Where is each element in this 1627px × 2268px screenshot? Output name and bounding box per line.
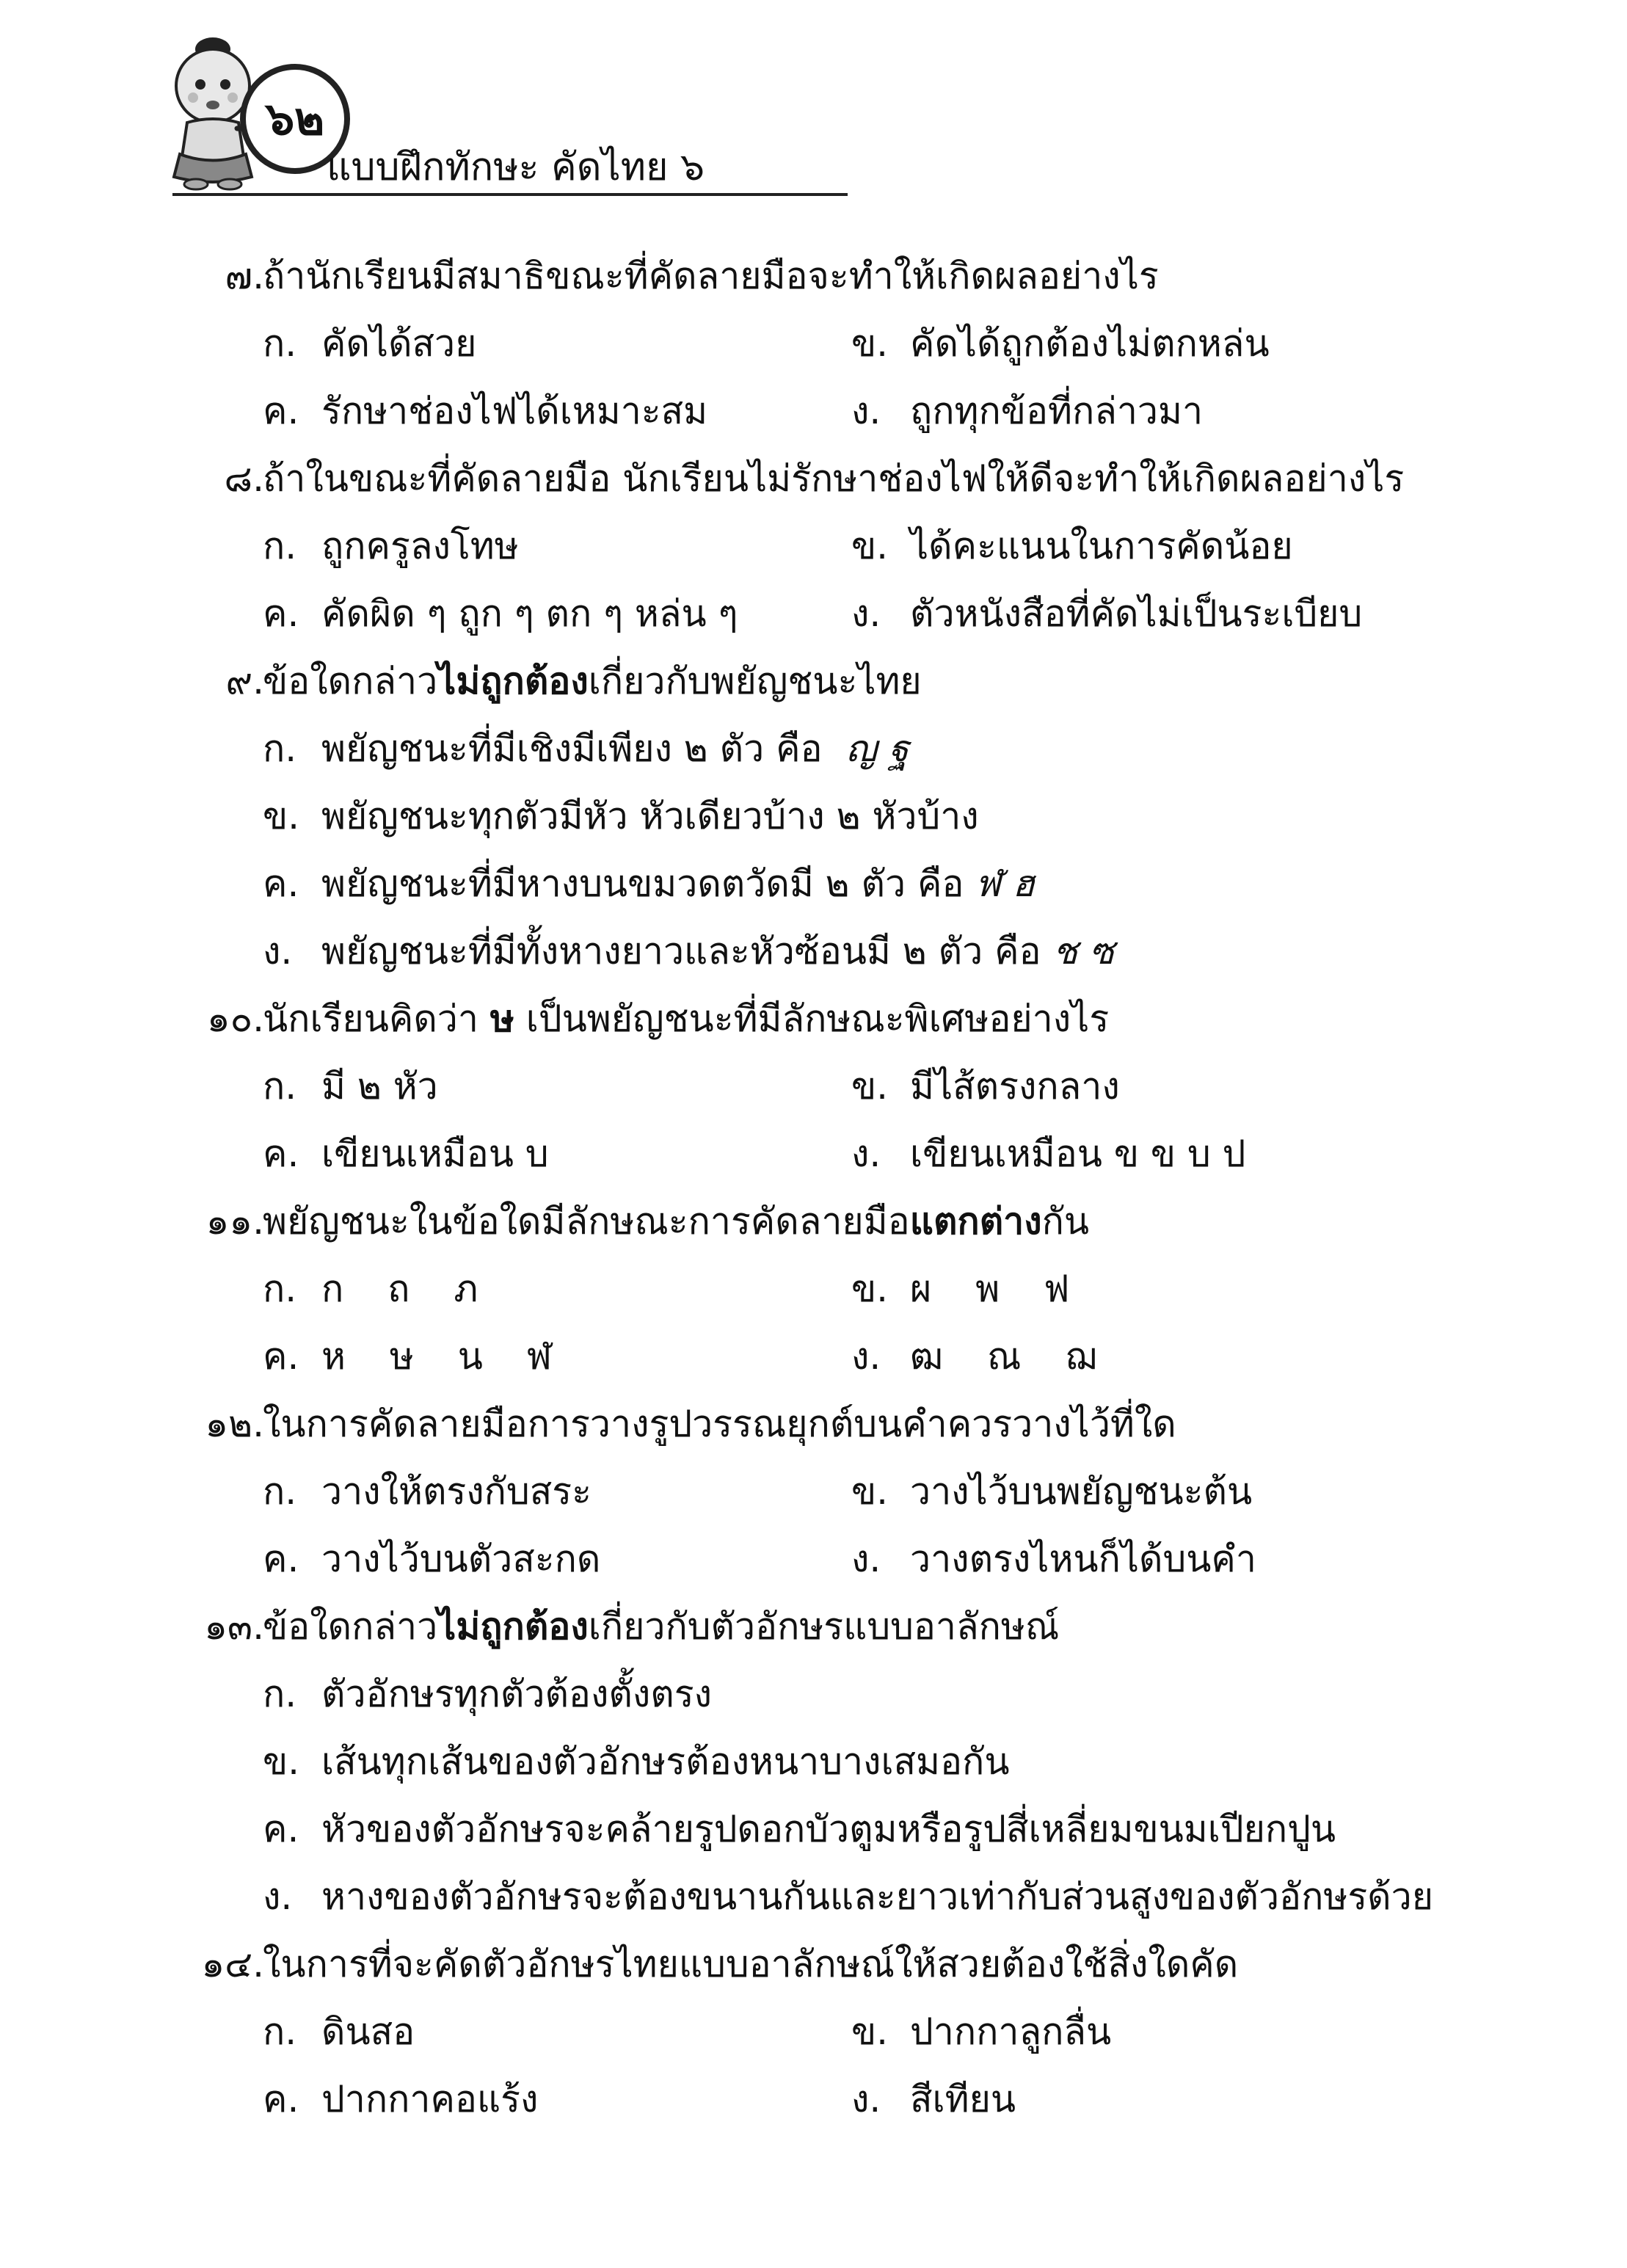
- option-label: ค.: [263, 1538, 299, 1580]
- option-label: ก.: [263, 1268, 297, 1310]
- option-label: ก.: [263, 727, 297, 770]
- stem-text: พยัญชนะในข้อใดมีลักษณะการคัดลายมือ: [263, 1200, 910, 1243]
- page-header: [143, 33, 723, 195]
- option-c[interactable]: [263, 850, 1035, 917]
- option-a[interactable]: [263, 1998, 415, 2065]
- option-label: ก.: [263, 1470, 297, 1513]
- option-b[interactable]: [851, 1458, 1252, 1525]
- option-label: ค.: [263, 862, 299, 905]
- question-number: ๑๔.: [201, 1943, 264, 1985]
- question-stem: [263, 647, 922, 715]
- option-label: ข.: [263, 1740, 300, 1783]
- stem-text: เกี่ยวกับตัวอักษรแบบอาลักษณ์: [588, 1605, 1060, 1648]
- option-text: รักษาช่องไฟได้เหมาะสม: [321, 390, 708, 432]
- option-label: ง.: [851, 592, 881, 635]
- option-label: ค.: [263, 1335, 299, 1378]
- option-c[interactable]: [263, 1323, 568, 1390]
- option-letters: ฬ ฮ: [975, 862, 1035, 905]
- option-b[interactable]: [851, 1255, 1085, 1323]
- stem-emphasis: แตกต่าง: [909, 1200, 1042, 1243]
- option-text: เส้นทุกเส้นของตัวอักษรต้องหนาบางเสมอกัน: [321, 1740, 1010, 1783]
- option-label: ง.: [263, 1875, 293, 1918]
- option-text: ปากกาลูกลื่น: [910, 2010, 1112, 2053]
- option-text: สีเทียน: [910, 2078, 1016, 2120]
- question-13: [0, 1593, 1627, 1660]
- option-text: ตัวหนังสือที่คัดไม่เป็นระเบียบ: [910, 592, 1363, 635]
- question-number: ๗.: [225, 255, 264, 297]
- option-label: ง.: [851, 2078, 881, 2120]
- option-b[interactable]: [851, 1998, 1111, 2065]
- option-label: ก.: [263, 1673, 297, 1715]
- stem-text: นักเรียนคิดว่า: [263, 997, 478, 1040]
- option-a[interactable]: [263, 1053, 438, 1120]
- book-title: แบบฝึกทักษะ คัดไทย ๖: [327, 145, 705, 189]
- question-8: [0, 445, 1627, 512]
- stem-emphasis: ไม่ถูกต้อง: [437, 660, 589, 702]
- stem-text: ข้อใดกล่าว: [263, 660, 438, 702]
- page-number: ๖๒: [265, 92, 325, 145]
- question-number: ๑๒.: [205, 1403, 264, 1445]
- option-a[interactable]: [263, 715, 909, 782]
- option-text: ก ถ ภ: [321, 1268, 495, 1310]
- option-c[interactable]: [263, 580, 738, 647]
- question-stem: ถ้านักเรียนมีสมาธิขณะที่คัดลายมือจะทำให้เกิดผลอย่างไร: [263, 255, 1159, 297]
- option-label: ค.: [263, 390, 299, 432]
- option-c[interactable]: [263, 377, 707, 445]
- option-d[interactable]: [851, 1323, 1113, 1390]
- option-text: เขียนเหมือน ข ข บ ป: [910, 1133, 1246, 1175]
- option-text: ได้คะแนนในการคัดน้อย: [910, 525, 1293, 567]
- option-label: ก.: [263, 1065, 297, 1108]
- option-label: ง.: [851, 390, 881, 432]
- option-text: พยัญชนะที่มีทั้งหางยาวและหัวซ้อนมี ๒ ตัว คือ: [321, 930, 1041, 973]
- question-10: [0, 985, 1627, 1053]
- option-a[interactable]: [263, 1255, 494, 1323]
- option-label: ข.: [851, 1268, 889, 1310]
- option-a[interactable]: [263, 1458, 592, 1525]
- option-text: มีไส้ตรงกลาง: [910, 1065, 1120, 1108]
- option-letters: ช ซ: [1052, 930, 1115, 973]
- question-number: ๘.: [224, 457, 264, 500]
- option-d[interactable]: [263, 1863, 1433, 1930]
- option-text: มี ๒ หัว: [321, 1065, 438, 1108]
- option-label: ง.: [851, 1335, 881, 1378]
- option-letters: ญ ฐ: [845, 727, 909, 770]
- option-label: ง.: [851, 1133, 881, 1175]
- option-text: ห ษ น ฬ: [321, 1335, 568, 1378]
- option-a[interactable]: [263, 310, 476, 377]
- option-b[interactable]: [263, 782, 979, 850]
- option-d[interactable]: [851, 1525, 1256, 1593]
- option-text: ฒ ณ ฌ: [910, 1335, 1113, 1378]
- question-14: [0, 1930, 1627, 1998]
- option-label: ก.: [263, 525, 297, 567]
- option-text: วางตรงไหนก็ได้บนคำ: [910, 1538, 1256, 1580]
- option-label: ข.: [851, 1065, 889, 1108]
- option-label: ข.: [851, 322, 889, 365]
- option-label: ก.: [263, 2010, 297, 2053]
- option-text: พยัญชนะที่มีหางบนขมวดตวัดมี ๒ ตัว คือ: [321, 862, 964, 905]
- option-text: เขียนเหมือน บ: [321, 1133, 549, 1175]
- option-text: ปากกาคอแร้ง: [321, 2078, 539, 2120]
- question-number: ๑๐.: [206, 997, 264, 1040]
- option-label: ข.: [263, 795, 300, 837]
- option-label: ข.: [851, 2010, 889, 2053]
- option-b[interactable]: [851, 1053, 1120, 1120]
- option-d[interactable]: [851, 2065, 1016, 2133]
- option-label: ก.: [263, 322, 297, 365]
- option-text: คัดได้สวย: [321, 322, 477, 365]
- stem-emphasis: ไม่ถูกต้อง: [437, 1605, 589, 1648]
- option-text: ถูกทุกข้อที่กล่าวมา: [910, 390, 1204, 432]
- question-stem: ถ้าในขณะที่คัดลายมือ นักเรียนไม่รักษาช่องไฟให้ดีจะทำให้เกิดผลอย่างไร: [263, 457, 1405, 500]
- option-text: วางไว้บนตัวสะกด: [321, 1538, 601, 1580]
- option-b[interactable]: [851, 512, 1293, 580]
- option-text: ถูกครูลงโทษ: [321, 525, 519, 567]
- question-stem: ในการคัดลายมือการวางรูปวรรณยุกต์บนคำควรวางไว้ที่ใด: [263, 1403, 1176, 1445]
- question-12: [0, 1390, 1627, 1458]
- stem-text: เกี่ยวกับพยัญชนะไทย: [588, 660, 922, 702]
- option-label: ง.: [263, 930, 293, 973]
- option-b[interactable]: [263, 1728, 1010, 1795]
- option-c[interactable]: [263, 1795, 1336, 1863]
- option-text: ตัวอักษรทุกตัวต้องตั้งตรง: [321, 1673, 712, 1715]
- option-d[interactable]: [851, 580, 1362, 647]
- option-text: ดินสอ: [321, 2010, 415, 2053]
- stem-text: ข้อใดกล่าว: [263, 1605, 438, 1648]
- option-text: คัดผิด ๆ ถูก ๆ ตก ๆ หล่น ๆ: [321, 592, 738, 635]
- option-b[interactable]: [851, 310, 1270, 377]
- option-label: ค.: [263, 1808, 299, 1850]
- option-label: ข.: [851, 1470, 889, 1513]
- option-label: ค.: [263, 592, 299, 635]
- option-d[interactable]: [263, 917, 1114, 985]
- question-stem: [263, 1593, 1059, 1660]
- option-c[interactable]: [263, 1120, 549, 1188]
- question-7: [0, 242, 1627, 310]
- option-a[interactable]: [263, 1660, 712, 1728]
- stem-emphasis: ษ: [489, 997, 514, 1040]
- header-divider: [172, 193, 848, 196]
- option-d[interactable]: [851, 377, 1203, 445]
- option-text: วางให้ตรงกับสระ: [321, 1470, 592, 1513]
- stem-text: กัน: [1041, 1200, 1090, 1243]
- question-number: ๑๑.: [205, 1200, 264, 1243]
- question-9: [0, 647, 1627, 715]
- option-text: หางของตัวอักษรจะต้องขนานกันและยาวเท่ากับส่วนสูงของตัวอักษรด้วย: [321, 1875, 1434, 1918]
- option-c[interactable]: [263, 2065, 538, 2133]
- option-text: คัดได้ถูกต้องไม่ตกหล่น: [910, 322, 1270, 365]
- option-text: พยัญชนะที่มีเชิงมีเพียง ๒ ตัว คือ: [321, 727, 823, 770]
- option-text: ผ พ ฟ: [910, 1268, 1086, 1310]
- option-d[interactable]: [851, 1120, 1245, 1188]
- question-stem: [263, 1188, 1089, 1255]
- question-stem: [263, 985, 1109, 1053]
- option-label: ง.: [851, 1538, 881, 1580]
- option-text: พยัญชนะทุกตัวมีหัว หัวเดียวบ้าง ๒ หัวบ้าง: [321, 795, 979, 837]
- question-stem: ในการที่จะคัดตัวอักษรไทยแบบอาลักษณ์ให้สวยต้องใช้สิ่งใดคัด: [263, 1943, 1239, 1985]
- question-number: ๑๓.: [204, 1605, 264, 1648]
- option-text: วางไว้บนพยัญชนะต้น: [910, 1470, 1253, 1513]
- question-number: ๙.: [225, 660, 264, 702]
- option-label: ค.: [263, 1133, 299, 1175]
- option-label: ค.: [263, 2078, 299, 2120]
- option-label: ข.: [851, 525, 889, 567]
- option-a[interactable]: [263, 512, 519, 580]
- question-11: [0, 1188, 1627, 1255]
- option-text: หัวของตัวอักษรจะคล้ายรูปดอกบัวตูมหรือรูปสี่เหลี่ยมขนมเปียกปูน: [321, 1808, 1336, 1850]
- stem-text: เป็นพยัญชนะที่มีลักษณะพิเศษอย่างไร: [525, 997, 1110, 1040]
- option-c[interactable]: [263, 1525, 600, 1593]
